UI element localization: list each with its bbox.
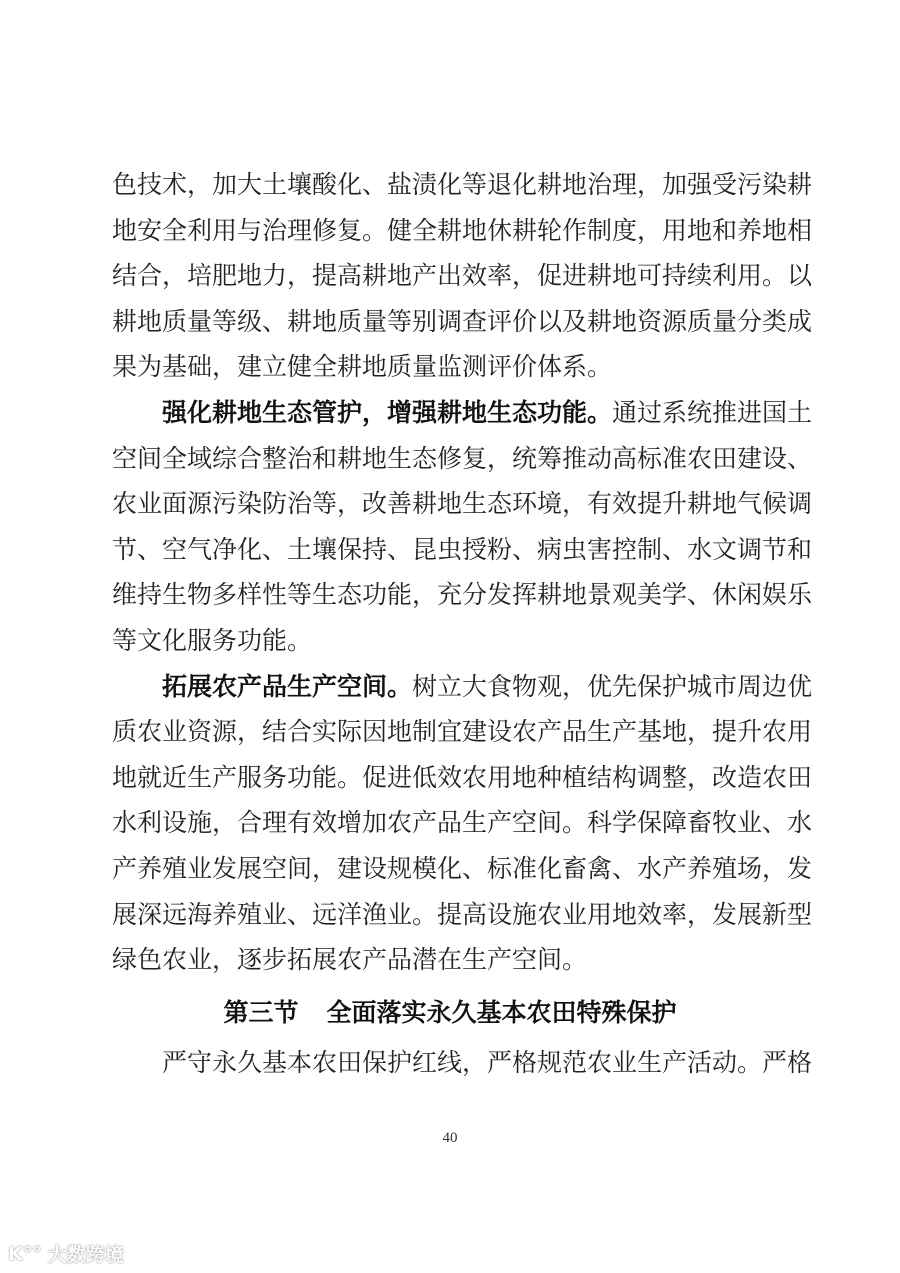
paragraph-lead: 强化耕地生态管护，增强耕地生态功能。	[162, 397, 613, 427]
section-number: 第三节	[223, 998, 299, 1027]
text-line: 节、空气净化、土壤保持、昆虫授粉、病虫害控制、水文调节和	[112, 534, 813, 564]
watermark-logo-icon: K°°	[8, 1242, 42, 1265]
text-line: 色技术，加大土壤酸化、盐渍化等退化耕地治理，加强受污染耕	[112, 170, 813, 199]
paragraph	[112, 390, 813, 664]
text-line: 果为基础，建立健全耕地质量监测评价体系。	[112, 352, 613, 382]
text-line: 地安全利用与治理修复。健全耕地休耕轮作制度，用地和养地相	[112, 215, 813, 245]
page-number: 40	[442, 1130, 458, 1146]
text-line: 水利设施，合理有效增加农产品生产空间。科学保障畜牧业、水	[112, 808, 813, 838]
section-heading	[0, 993, 900, 1029]
paragraph	[112, 1040, 813, 1086]
watermark-text: 大数跨境	[47, 1244, 124, 1266]
text-line	[112, 664, 813, 710]
watermark	[8, 1240, 124, 1267]
text-line: 空间全域综合整治和耕地生态修复，统筹推动高标准农田建设、	[112, 443, 813, 473]
text-line: 结合，培肥地力，提高耕地产出效率，促进耕地可持续利用。以	[112, 261, 813, 291]
paragraph	[112, 664, 813, 983]
text-line: 展深远海养殖业、远洋渔业。提高设施农业用地效率，发展新型	[112, 899, 813, 929]
text-line	[112, 390, 813, 436]
section-title: 全面落实永久基本农田特殊保护	[326, 998, 677, 1027]
text-line: 绿色农业，逐步拓展农产品潜在生产空间。	[112, 945, 588, 975]
text-run: 树立大食物观，优先保护城市周边优	[412, 671, 813, 701]
text-line: 耕地质量等级、耕地质量等别调查评价以及耕地资源质量分类成	[112, 306, 813, 336]
paragraph	[112, 162, 813, 390]
text-line: 严守永久基本农田保护红线，严格规范农业生产活动。严格	[162, 1048, 813, 1077]
paragraph-lead: 拓展农产品生产空间。	[162, 671, 413, 701]
text-line: 产养殖业发展空间，建设规模化、标准化畜禽、水产养殖场，发	[112, 853, 813, 883]
text-line: 等文化服务功能。	[112, 625, 313, 655]
body-text	[112, 162, 813, 983]
text-line: 维持生物多样性等生态功能，充分发挥耕地景观美学、休闲娱乐	[112, 580, 813, 610]
text-line: 农业面源污染防治等，改善耕地生态环境，有效提升耕地气候调	[112, 489, 813, 519]
text-run: 通过系统推进国土	[612, 397, 813, 427]
text-line: 质农业资源，结合实际因地制宜建设农产品生产基地，提升农用	[112, 717, 813, 747]
text-line: 地就近生产服务功能。促进低效农用地种植结构调整，改造农田	[112, 762, 813, 792]
